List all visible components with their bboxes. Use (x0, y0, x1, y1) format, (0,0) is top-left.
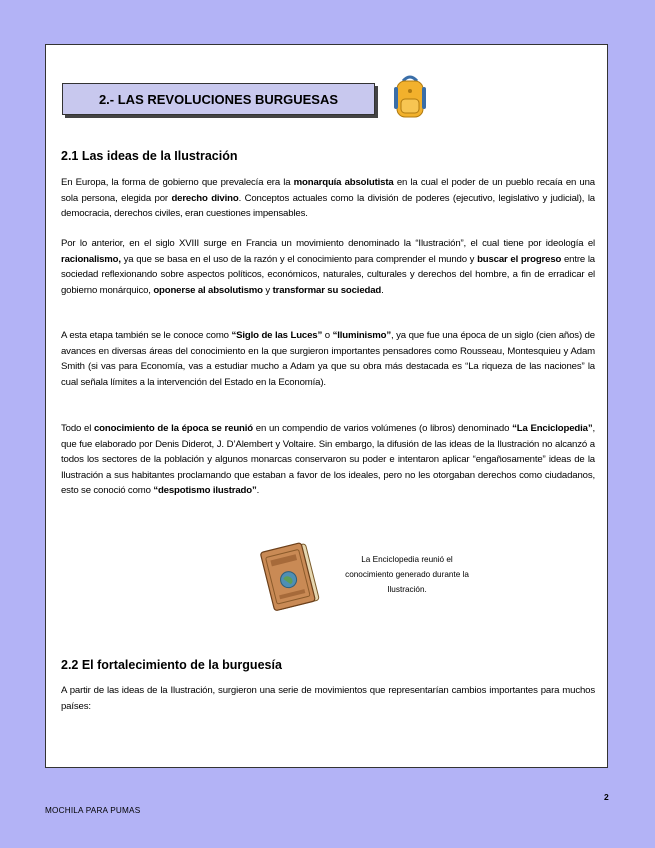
text-run: en un compendio de varios volúmenes (o libros) denominado (252, 423, 513, 434)
text-run: . Conceptos actuales como la división de poderes (ejecutivo, legislativo y judicial), la democracia, derechos civiles, eran cuestiones impensables. (61, 192, 595, 220)
encyclopedia-book-image (251, 536, 331, 618)
section-title: 2.- LAS REVOLUCIONES BURGUESAS (98, 91, 339, 107)
bold-text: buscar el progreso (477, 253, 562, 265)
text-run: y (262, 284, 273, 296)
page-sheet (45, 44, 608, 768)
text-run: entre la sociedad reflexionando sobre aspectos políticos, económicos, naturales, culturales y derechos del hombre, a fin de erradicar el gobierno monárquico, (61, 253, 595, 296)
text-run: o (322, 330, 333, 341)
text-run: A partir de las ideas de la Ilustración, surgieron una serie de movimientos que representarían cambios importantes para muchos países: (61, 685, 595, 712)
text-run: Por lo anterior, en el siglo XVIII surge en Francia un movimiento denominado la “Ilustración”, el cual tiene por ideología el (61, 238, 595, 249)
text-run: . (381, 284, 384, 296)
text-run: , que fue elaborado por Denis Diderot, J. D’Alembert y Voltaire. Sin embargo, la difusión de las ideas de la Ilustración no alcanzó a todos los sectores de la población y algunos monarcas conservaron su poder e intentaron aplicar “engañosamente” ideas de la Ilustración a sus habitantes proclamando que estaban a favor de los ideales, pero no les otorgaban derechos como ciudadanos, esto se conoció como (61, 423, 595, 497)
section-title-box (62, 83, 375, 115)
paragraph (61, 175, 595, 222)
bold-text: conocimiento de la época se reunió (94, 423, 253, 434)
text-run: Todo el (61, 423, 94, 434)
text-run: A esta etapa también se le conoce como (61, 330, 232, 341)
paragraph (61, 683, 595, 714)
page-number: 2 (604, 792, 609, 802)
text-run: En Europa, la forma de gobierno que prevalecía era la (61, 177, 294, 188)
bold-text: “Siglo de las Luces” (231, 330, 323, 341)
paragraph (61, 328, 595, 390)
bold-text: transformar su sociedad (272, 284, 382, 296)
section-heading-ilustracion: 2.1 Las ideas de la Ilustración (61, 149, 238, 163)
paragraph (61, 236, 595, 298)
section-heading-burguesia: 2.2 El fortalecimiento de la burguesía (61, 658, 282, 672)
bold-text: racionalismo, (61, 253, 121, 265)
paragraph (61, 421, 595, 499)
image-caption: La Enciclopedia reunió el conocimiento generado durante la Ilustración. (345, 555, 469, 594)
text-run: . (256, 485, 260, 497)
bold-text: derecho divino (171, 192, 239, 204)
backpack-icon (391, 73, 429, 121)
footer-label: MOCHILA PARA PUMAS (45, 806, 141, 815)
bold-text: “Iluminismo” (332, 330, 391, 341)
bold-text: “La Enciclopedia” (512, 423, 593, 434)
bold-text: monarquía absolutista (293, 177, 394, 188)
text-run: , ya que fue una época de un siglo (cien años) de avances en diversas áreas del conocimiento en la que surgieron importantes pensadores como Rousseau, Montesquieu y Adam Smith (si vas para Economía, vas a estudiar mucho a Adam ya que su obra más destacada es “La riqueza de las naciones” la cual señala límites a la intervención del Estado en la Economía). (61, 330, 595, 388)
bold-text: oponerse al absolutismo (153, 284, 263, 296)
text-run: ya que se basa en el uso de la razón y el conocimiento para comprender el mundo y (120, 253, 478, 265)
bold-text: “despotismo ilustrado” (153, 485, 257, 497)
text-run: en la cual el poder de un pueblo recaía en una sola persona, elegida por (61, 177, 595, 204)
